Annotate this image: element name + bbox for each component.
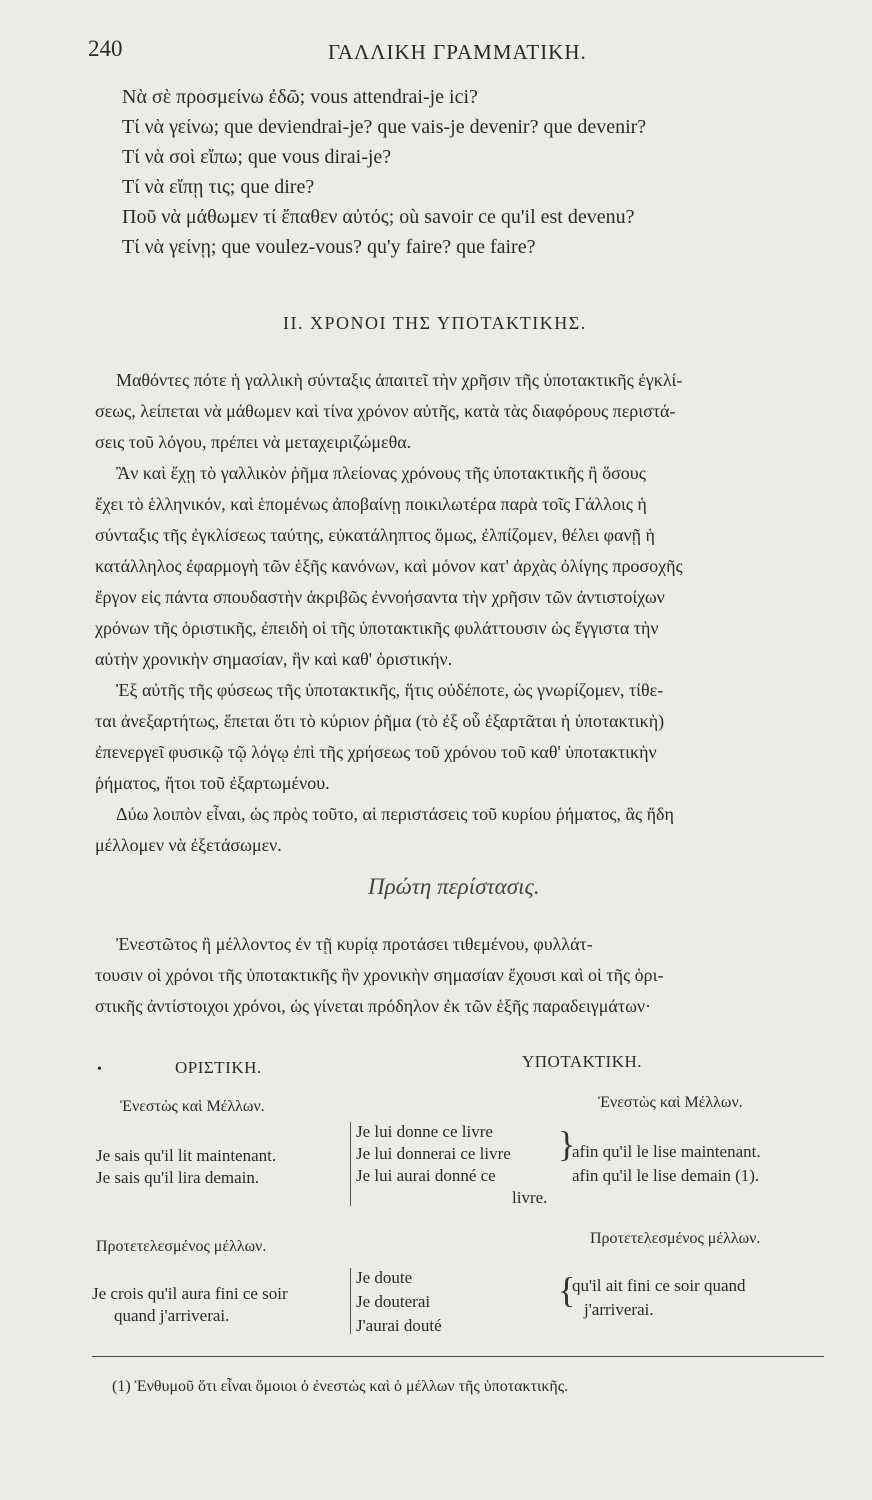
paragraph-line: σύνταξις τῆς ἐγκλίσεως ταύτης, εὐκατάληπτος ὅμως, ἐλπίζομεν, θέλει φανῇ ἡ — [95, 525, 655, 545]
paragraph-line: ται ἀνεξαρτήτως, ἕπεται ὅτι τὸ κύριον ῥῆμα (τὸ ἐξ οὗ ἐξαρτᾶται ἡ ὑποτακτικὴ) — [95, 711, 665, 731]
paragraph-line: ἔχει τὸ ἑλληνικόν, καὶ ἑπομένως ἀποβαίνῃ ποικιλωτέρα παρὰ τοῖς Γάλλοις ἡ — [95, 494, 647, 514]
table-divider — [350, 1122, 351, 1206]
right-row: afin qu'il le lise demain (1). — [572, 1166, 760, 1185]
middle-row: Je lui donne ce livre — [356, 1122, 493, 1141]
example-line: Τί νὰ γείνῃ; que voulez-vous? qu'y faire? que faire? — [122, 236, 536, 258]
example-line: Τί νὰ γείνω; que deviendrai-je? que vais-je devenir? que devenir? — [122, 116, 647, 138]
section-heading: II. ΧΡΟΝΟΙ ΤΗΣ ΥΠΟΤΑΚΤΙΚΗΣ. — [283, 313, 587, 333]
right-tense-label: Ἐνεστὼς καὶ Μέλλων. — [598, 1094, 743, 1111]
middle-row: J'aurai douté — [356, 1316, 442, 1335]
paragraph-line: αὐτὴν χρονικὴν σημασίαν, ἣν καὶ καθ' ὁριστικήν. — [95, 649, 453, 669]
left-brace-icon: { — [558, 1270, 576, 1310]
table-divider — [350, 1268, 351, 1334]
footnote-rule — [92, 1356, 824, 1357]
paragraph-line: ἐπενεργεῖ φυσικῷ τῷ λόγῳ ἐπὶ τῆς χρήσεως τοῦ χρόνου τοῦ καθ' ὑποτακτικὴν — [95, 742, 657, 762]
right-brace-icon: } — [558, 1124, 576, 1164]
middle-row: livre. — [512, 1188, 548, 1207]
example-line: Νὰ σὲ προσμείνω ἐδῶ; vous attendrai-je ici? — [122, 86, 478, 108]
rule-line: Ἐνεστῶτος ἢ μέλλοντος ἐν τῇ κυρίᾳ προτάσει τιθεμένου, φυλλάτ- — [116, 934, 593, 954]
left-tense-label: Ἐνεστὼς καὶ Μέλλων. — [120, 1098, 265, 1115]
paragraph-line: ἔργον εἰς πάντα σπουδαστὴν ἀκριβῶς ἐννοήσαντα τὴν χρῆσιν τῶν ἀντιστοίχων — [95, 587, 665, 607]
paragraph-line: ῥήματος, ἤτοι τοῦ ἐξαρτωμένου. — [95, 773, 330, 793]
right-row: afin qu'il le lise maintenant. — [572, 1142, 761, 1161]
example-line: Τί νὰ εἴπῃ τις; que dire? — [122, 176, 315, 198]
middle-row: Je doute — [356, 1268, 413, 1287]
paragraph-line: σεως, λείπεται νὰ μάθωμεν καὶ τίνα χρόνον αὐτῆς, κατὰ τὰς διαφόρους περιστά- — [95, 401, 676, 421]
right-column-title: ΥΠΟΤΑΚΤΙΚΗ. — [522, 1052, 643, 1071]
paragraph-line: χρόνων τῆς ὁριστικῆς, ἐπειδὴ οἱ τῆς ὑποτακτικῆς φυλάττουσιν ὡς ἔγγιστα τὴν — [95, 618, 659, 638]
paragraph-line: μέλλομεν νὰ ἐξετάσωμεν. — [95, 835, 282, 855]
paragraph-line: Δύω λοιπὸν εἶναι, ὡς πρὸς τοῦτο, αἱ περιστάσεις τοῦ κυρίου ῥήματος, ἃς ἤδη — [116, 804, 674, 824]
bullet-mark: • — [97, 1062, 102, 1077]
paragraph-line: Μαθόντες πότε ἡ γαλλικὴ σύνταξις ἀπαιτεῖ τὴν χρῆσιν τῆς ὑποτακτικῆς ἐγκλί- — [116, 370, 683, 390]
middle-row: Je lui aurai donné ce — [356, 1166, 496, 1185]
paragraph-line: σεις τοῦ λόγου, πρέπει νὰ μεταχειριζώμεθα. — [95, 432, 412, 452]
rule-line: τουσιν οἱ χρόνοι τῆς ὑποτακτικῆς ἣν χρονικὴν σημασίαν ἔχουσι καὶ οἱ τῆς ὁρι- — [95, 965, 664, 985]
subsection-heading: Πρώτη περίστασις. — [368, 874, 540, 899]
middle-row: Je douterai — [356, 1292, 431, 1311]
footnote: (1) Ἐνθυμοῦ ὅτι εἶναι ὅμοιοι ὁ ἐνεστὼς καὶ ὁ μέλλων τῆς ὑποτακτικῆς. — [112, 1378, 569, 1395]
paragraph-line: κατάλληλος ἐφαρμογὴ τῶν ἑξῆς κανόνων, καὶ μόνον κατ' ἀρχὰς ὀλίγης προσοχῆς — [95, 556, 683, 576]
rule-line: στικῆς ἀντίστοιχοι χρόνοι, ὡς γίνεται πρόδηλον ἐκ τῶν ἑξῆς παραδειγμάτων· — [95, 996, 652, 1016]
example-line: Ποῦ νὰ μάθωμεν τί ἔπαθεν αὐτός; où savoir ce qu'il est devenu? — [122, 206, 635, 228]
paragraph-line: Ἂν καὶ ἔχῃ τὸ γαλλικὸν ῥῆμα πλείονας χρόνους τῆς ὑποτακτικῆς ἢ ὅσους — [116, 463, 646, 483]
paragraph-line: Ἐξ αὐτῆς τῆς φύσεως τῆς ὑποτακτικῆς, ἥτις οὐδέποτε, ὡς γνωρίζομεν, τίθε- — [116, 680, 664, 700]
left-row: quand j'arriverai. — [114, 1306, 230, 1325]
left-row: Je crois qu'il aura fini ce soir — [92, 1284, 288, 1303]
left-tense-label: Προτετελεσμένος μέλλων. — [96, 1238, 267, 1255]
left-row: Je sais qu'il lira demain. — [96, 1168, 260, 1187]
right-tense-label: Προτετελεσμένος μέλλων. — [590, 1230, 761, 1247]
left-row: Je sais qu'il lit maintenant. — [96, 1146, 277, 1165]
right-row: j'arriverai. — [584, 1300, 654, 1319]
page-number: 240 — [88, 36, 123, 61]
left-column-title: ΟΡΙΣΤΙΚΗ. — [175, 1058, 262, 1077]
example-line: Τί νὰ σοὶ εἴπω; que vous dirai-je? — [122, 146, 392, 168]
middle-row: Je lui donnerai ce livre — [356, 1144, 511, 1163]
running-title: ΓΑΛΛΙΚΗ ΓΡΑΜΜΑΤΙΚΗ. — [328, 40, 587, 64]
right-row: qu'il ait fini ce soir quand — [572, 1276, 746, 1295]
